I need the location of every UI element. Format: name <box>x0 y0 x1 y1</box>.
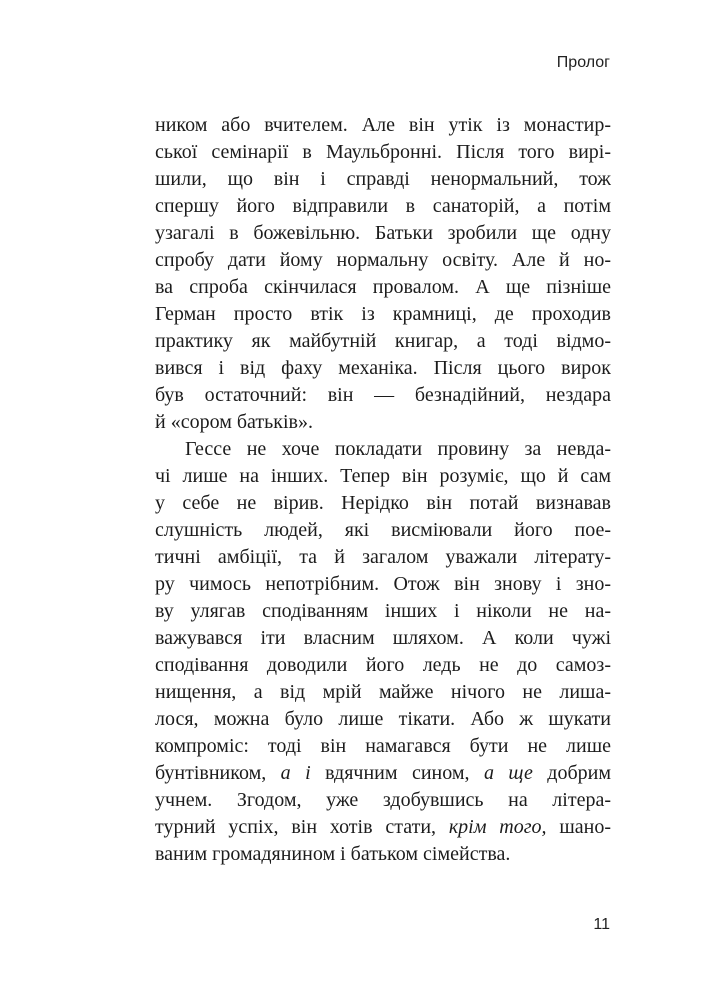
text-line <box>155 382 611 409</box>
text-line <box>155 193 611 220</box>
text-segment: шано- <box>546 816 612 838</box>
text-line <box>155 166 611 193</box>
text-line <box>155 436 611 463</box>
text-line <box>155 625 611 652</box>
text-line <box>155 139 611 166</box>
text-line <box>155 220 611 247</box>
text-line <box>155 490 611 517</box>
text-segment: був остаточний: він — безнадійний, нездара <box>155 384 611 406</box>
text-segment: добрим <box>532 762 611 784</box>
page-number: 11 <box>593 916 610 933</box>
text-segment: сподівання доводили його ледь не до самоз- <box>155 654 611 676</box>
text-line <box>155 814 611 841</box>
body-text <box>155 112 611 868</box>
text-line <box>155 517 611 544</box>
text-line <box>155 328 611 355</box>
text-line <box>155 301 611 328</box>
text-line <box>155 463 611 490</box>
text-segment: ва спроба скінчилася провалом. А ще пізніше <box>155 276 611 298</box>
text-segment: учнем. Згодом, уже здобувшись на літера- <box>155 789 611 811</box>
text-segment: слушність людей, які висміювали його пое- <box>155 519 611 541</box>
text-line <box>155 112 611 139</box>
text-line <box>155 679 611 706</box>
text-segment: спершу його відправили в санаторій, а потім <box>155 195 611 217</box>
text-line <box>155 274 611 301</box>
text-line <box>155 598 611 625</box>
text-line <box>155 652 611 679</box>
text-segment: ваним громадянином і батьком сімейства. <box>155 843 511 865</box>
text-line <box>155 841 611 868</box>
text-line <box>155 544 611 571</box>
text-segment: вився і від фаху механіка. Після цього вирок <box>155 357 611 379</box>
text-line <box>155 787 611 814</box>
text-segment: ником або вчителем. Але він утік із монастир- <box>155 114 611 136</box>
text-segment: бунтівником, <box>155 762 281 784</box>
text-segment: спробу дати йому нормальну освіту. Але й но- <box>155 249 611 271</box>
text-segment: й «сором батьків». <box>155 411 313 433</box>
text-line <box>155 571 611 598</box>
text-segment: шили, що він і справді ненормальний, тож <box>155 168 611 190</box>
text-line <box>155 706 611 733</box>
text-segment: нищення, а від мрій майже нічого не лиша- <box>155 681 611 703</box>
text-segment: ву улягав сподіванням інших і ніколи не на- <box>155 600 611 622</box>
text-segment: у себе не вірив. Нерідко він потай визнавав <box>155 492 611 514</box>
text-segment: лося, можна було лише тікати. Або ж шукати <box>155 708 611 730</box>
text-segment: Герман просто втік із крамниці, де проходив <box>155 303 611 325</box>
running-header: Пролог <box>556 54 610 71</box>
italic-text-segment: крім того, <box>448 816 547 838</box>
text-segment: узагалі в божевільню. Батьки зробили ще одну <box>155 222 611 244</box>
text-line <box>155 409 611 436</box>
text-segment: практику як майбутній книгар, а тоді відмо- <box>155 330 611 352</box>
text-segment: турний успіх, він хотів стати, <box>155 816 449 838</box>
text-segment: ської семінарії в Маульбронні. Після того вирі- <box>155 141 611 163</box>
text-segment: важувався іти власним шляхом. А коли чужі <box>155 627 611 649</box>
text-line <box>155 760 611 787</box>
text-segment: ру чимось непотрібним. Отож він знову і зно- <box>155 573 611 595</box>
text-segment: тичні амбіції, та й загалом уважали літерату- <box>155 546 611 568</box>
text-segment: вдячним сином, <box>310 762 484 784</box>
text-line <box>155 733 611 760</box>
text-segment: компроміс: тоді він намагався бути не лише <box>155 735 611 757</box>
italic-text-segment: а і <box>280 762 311 784</box>
text-line <box>155 247 611 274</box>
text-segment: Гессе не хоче покладати провину за невда- <box>185 438 611 460</box>
text-segment: чі лише на інших. Тепер він розуміє, що й сам <box>155 465 611 487</box>
italic-text-segment: а ще <box>483 762 533 784</box>
text-line <box>155 355 611 382</box>
